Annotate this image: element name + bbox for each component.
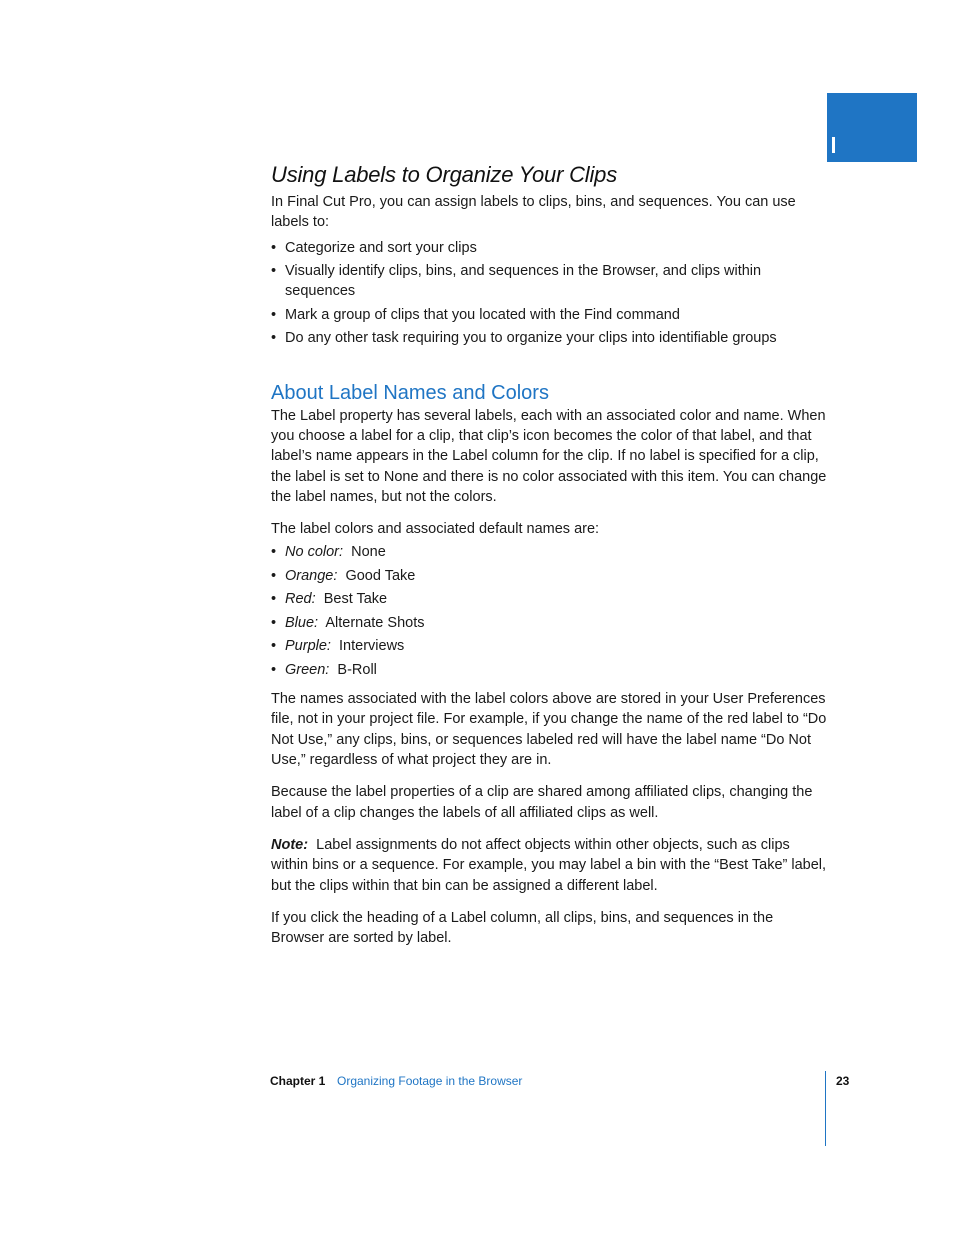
- label-name: Interviews: [339, 638, 405, 655]
- chapter-tab: [827, 93, 917, 162]
- list-item: • Do any other task requiring you to organize your clips into identifiable groups: [271, 328, 827, 348]
- footer-chapter-title: Organizing Footage in the Browser: [337, 1074, 523, 1088]
- list-item: • Categorize and sort your clips: [271, 238, 827, 258]
- label-color: Red:: [285, 591, 316, 608]
- note-label: Note:: [271, 836, 309, 853]
- subsection-para-1: The Label property has several labels, each with an associated color and name. When you choose a label for a clip, that clip’s icon becomes the color of that label, and that label’s name appears in the Label column for the clip. If no label is specified for a clip, the label is set to None and there is no color associated with this item. You can change the label names, but not the colors.: [271, 407, 827, 505]
- label-item: [271, 566, 827, 586]
- note-text: Label assignments do not affect objects within other objects, such as clips within bins or a sequence. For example, you may label a bin with the “Best Take” label, but the clips within that bin can be assigned a different label.: [271, 836, 827, 894]
- label-color: Green:: [285, 661, 330, 678]
- label-color: Blue:: [285, 614, 319, 631]
- section-title: Using Labels to Organize Your Clips: [271, 162, 618, 187]
- label-item: [271, 613, 827, 633]
- list-item: • Mark a group of clips that you located with the Find command: [271, 305, 827, 325]
- list-item: • Visually identify clips, bins, and sequences in the Browser, and clips within sequences: [271, 261, 827, 302]
- subsection-para-2: The label colors and associated default names are:: [271, 521, 600, 538]
- label-item: [271, 636, 827, 656]
- subsection-para-5: If you click the heading of a Label column, all clips, bins, and sequences in the Browser are sorted by label.: [271, 909, 774, 947]
- footer-chapter: Chapter 1: [270, 1074, 326, 1088]
- label-name: Alternate Shots: [325, 614, 425, 631]
- label-list: [271, 542, 827, 680]
- page-number: 23: [836, 1074, 850, 1088]
- section-intro: In Final Cut Pro, you can assign labels to clips, bins, and sequences. You can use labels to:: [271, 194, 796, 231]
- page-content: [271, 160, 827, 948]
- label-item: [271, 660, 827, 680]
- subsection-para-3: The names associated with the label colors above are stored in your User Preferences file, not in your project file. For example, if you change the name of the red label to “Do Not Use,” any clips, bins, or sequences labeled red will have the label name “Do Not Use,” regardless of what project they are in.: [271, 691, 827, 769]
- label-color: Purple:: [285, 638, 331, 655]
- label-color: No color:: [285, 544, 344, 561]
- label-item: [271, 542, 827, 562]
- footer-divider: [825, 1071, 826, 1146]
- note-paragraph: [271, 835, 827, 896]
- label-name: Good Take: [345, 567, 416, 584]
- label-item: [271, 589, 827, 609]
- label-name: Best Take: [323, 591, 388, 608]
- subsection-para-4: Because the label properties of a clip are shared among affiliated clips, changing the label of a clip changes the labels of all affiliated clips as well.: [271, 784, 813, 821]
- subsection-title: About Label Names and Colors: [271, 381, 549, 404]
- label-name: None: [351, 544, 386, 561]
- label-color: Orange:: [285, 567, 338, 584]
- label-name: B-Roll: [337, 661, 377, 678]
- chapter-tab-mark: [832, 137, 835, 153]
- section-bullet-list: [271, 238, 827, 349]
